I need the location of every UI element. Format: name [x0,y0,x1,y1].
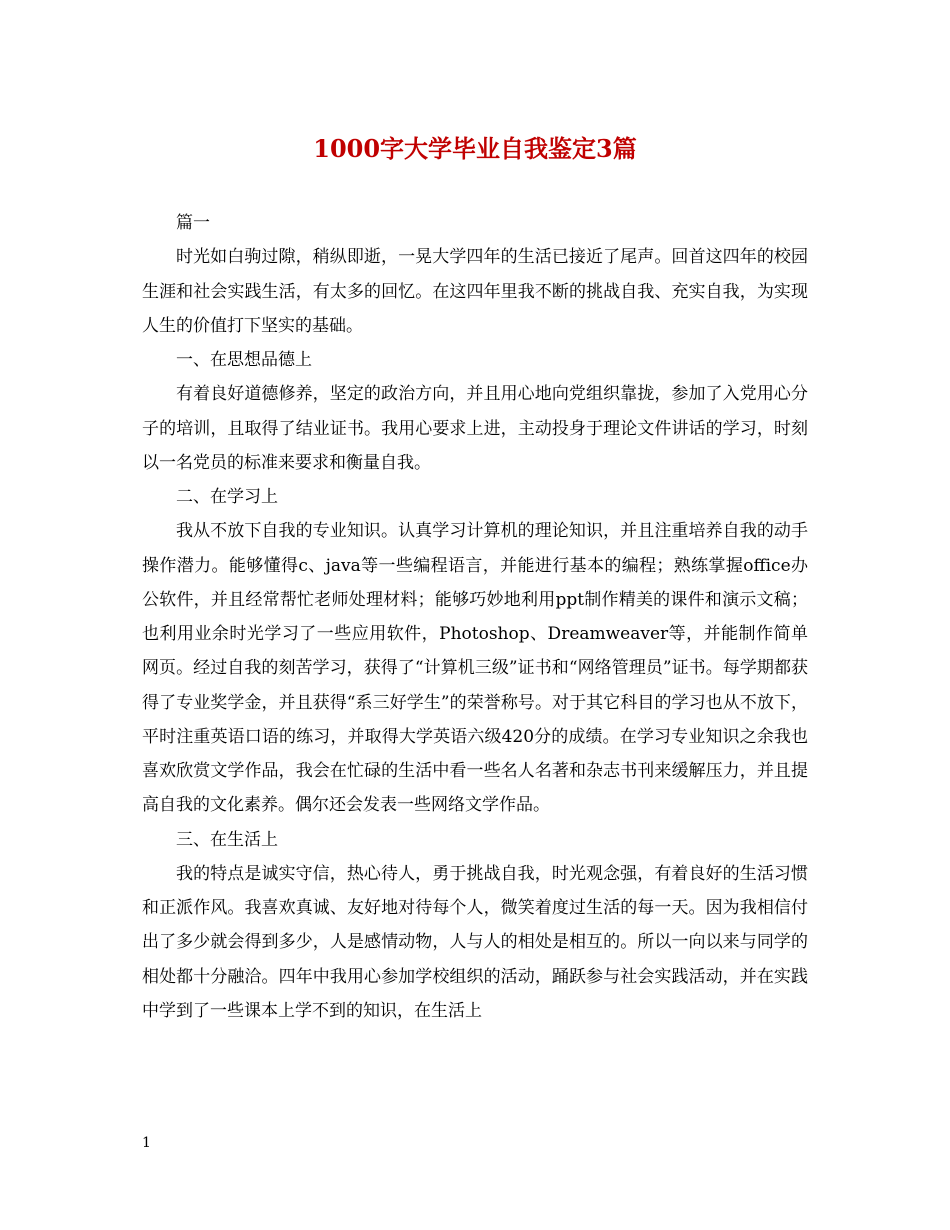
ideology-paragraph: 有着良好道德修养，坚定的政治方向，并且用心地向党组织靠拢，参加了入党用心分子的培训，且取得了结业证书。我用心要求上进，主动投身于理论文件讲话的学习，时刻以一名党员的标准来要求和衡量自我。 [142,384,808,473]
section-heading-ideology: 一、在思想品德上 [176,350,312,370]
section-heading-part-one: 篇一 [176,213,210,233]
life-paragraph: 我的特点是诚实守信，热心待人，勇于挑战自我，时光观念强，有着良好的生活习惯和正派作风。我喜欢真诚、友好地对待每个人，微笑着度过生活的每一天。因为我相信付出了多少就会得到多少，人是感情动物，人与人的相处是相互的。所以一向以来与同学的相处都十分融洽。四年中我用心参加学校组织的活动，踊跃参与社会实践活动，并在实践中学到了一些课本上学不到的知识，在生活上 [142,863,808,1021]
study-paragraph: 我从不放下自我的专业知识。认真学习计算机的理论知识，并且注重培养自我的动手操作潜力。能够懂得c、java等一些编程语言，并能进行基本的编程；熟练掌握office办公软件，并且经常帮忙老师处理材料；能够巧妙地利用ppt制作精美的课件和演示文稿；也利用业余时光学习了一些应用软件，Photoshop、Dreamweaver等，并能制作简单网页。经过自我的刻苦学习，获得了“计算机三级”证书和“网络管理员”证书。每学期都获得了专业奖学金，并且获得“系三好学生”的荣誉称号。对于其它科目的学习也从不放下，平时注重英语口语的练习，并取得大学英语六级420分的成绩。在学习专业知识之余我也喜欢欣赏文学作品，我会在忙碌的生活中看一些名人名著和杂志书刊来缓解压力，并且提高自我的文化素养。偶尔还会发表一些网络文学作品。 [142,521,808,816]
section-heading-life: 三、在生活上 [176,829,278,850]
document-body [142,206,808,1028]
section-heading-study: 二、在学习上 [176,487,278,507]
document-title: 1000字大学毕业自我鉴定3篇 [313,134,637,163]
page-number: 1 [142,1135,151,1151]
intro-paragraph: 时光如白驹过隙，稍纵即逝，一晃大学四年的生活已接近了尾声。回首这四年的校园生涯和社会实践生活，有太多的回忆。在这四年里我不断的挑战自我、充实自我，为实现人生的价值打下坚实的基础。 [142,247,808,336]
